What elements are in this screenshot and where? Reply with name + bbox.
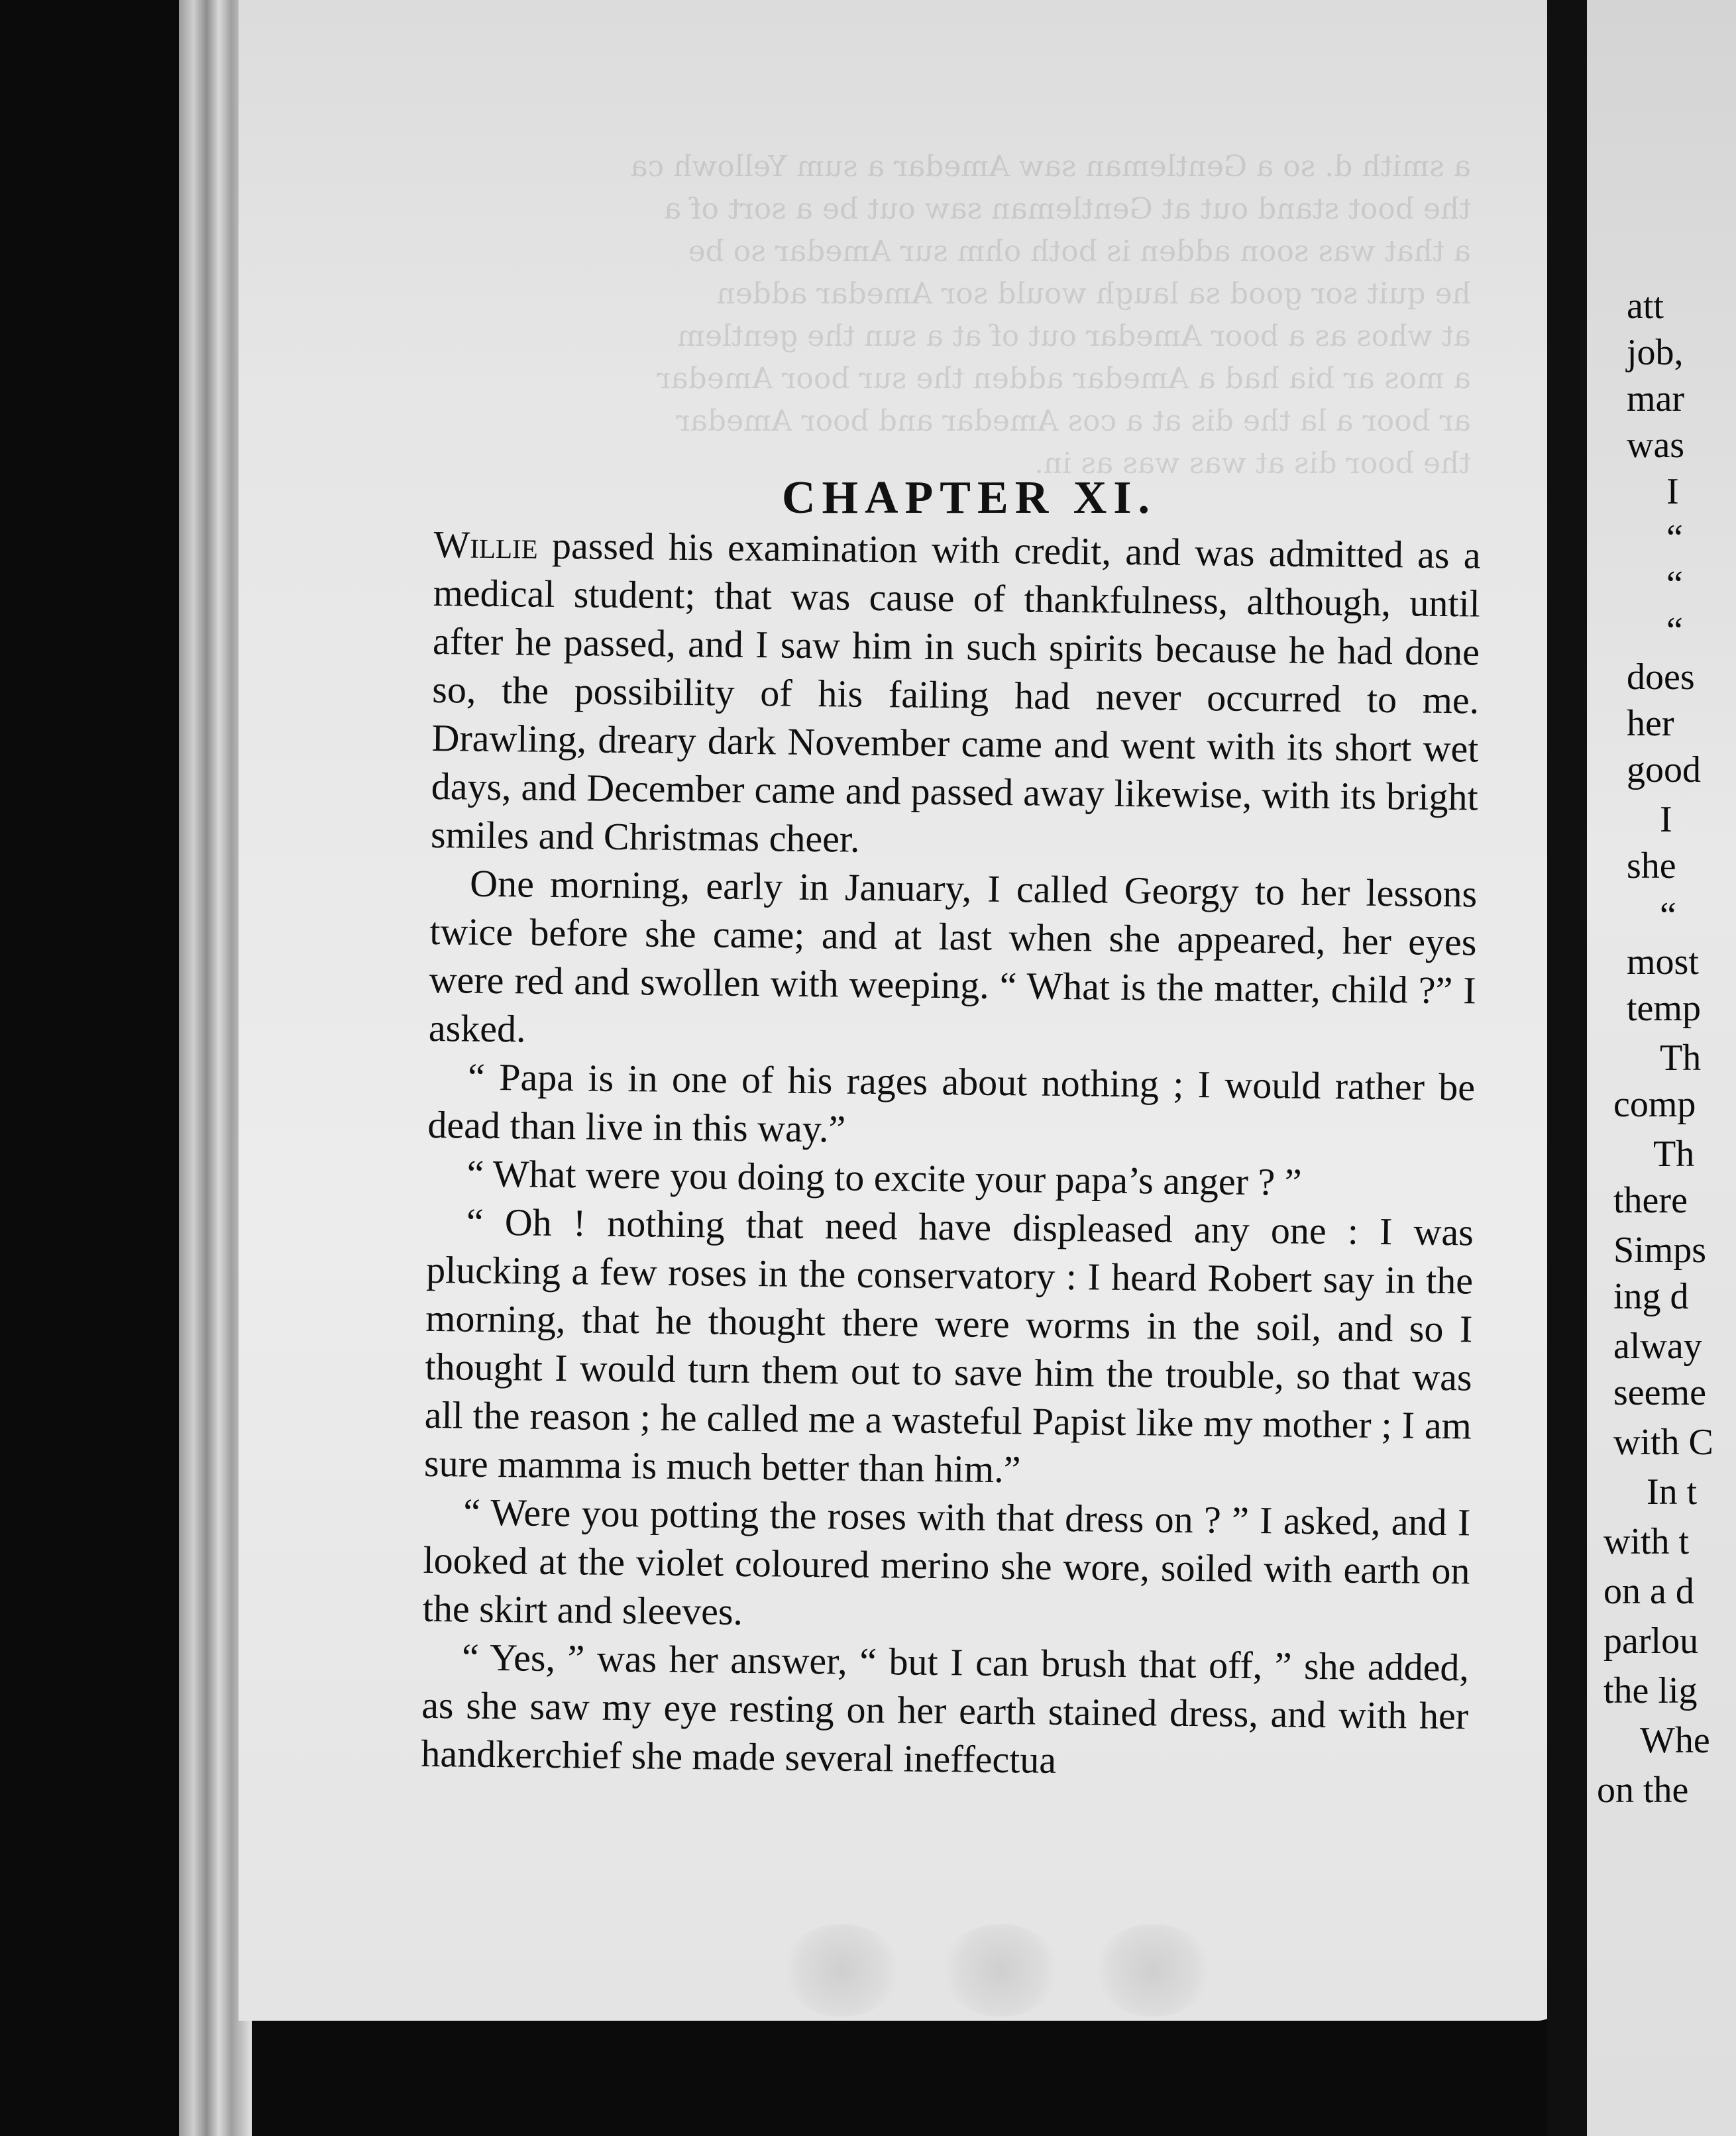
paragraph: “ Oh ! nothing that need have displeased any one : I was plucking a few roses in the conservatory : I heard Robert say in the morning, that he thought there were worms in the soil, and so I thought I would turn them out to save him the trouble, so that was all the reason ; he called me a wasteful Papist like my mother ; I am sure mamma is much better than him.”: [423, 1200, 1474, 1491]
facing-page-fragment: Th: [1660, 1038, 1702, 1079]
facing-page-fragment: I: [1666, 471, 1679, 512]
facing-page-fragment: Simps: [1613, 1230, 1707, 1271]
drop-lead-word: Willie: [433, 522, 539, 567]
paragraph: “ Yes, ” was her answer, “ but I can brush that off, ” she added, as she saw my eye resting on her earth stained dress, and with her handkerchief she made several ineffectua: [421, 1635, 1470, 1782]
facing-page-fragment: job,: [1627, 332, 1684, 373]
facing-page-fragment: parlou: [1603, 1621, 1699, 1662]
facing-page-fragment: seeme: [1613, 1372, 1706, 1413]
paragraph: “ Were you potting the roses with that dress on ? ” I asked, and I looked at the violet coloured merino she wore, soiled with earth on the skirt and sleeves.: [422, 1490, 1471, 1633]
page-stain: [1093, 1924, 1213, 2017]
facing-page-fragment: “: [1666, 610, 1683, 651]
facing-page-fragment: Th: [1653, 1134, 1695, 1175]
facing-page-fragment: “: [1666, 564, 1683, 605]
paragraph: “ What were you doing to excite your papa’s anger ? ”: [466, 1151, 1302, 1204]
chapter-body: [421, 520, 1481, 1788]
facing-page-fragment: comp: [1613, 1084, 1696, 1125]
bleed-through-text: a smith d. so a Gentleman saw Amedar a sum Yellowh ca the boot stand out at Gentleman saw out be a sort of a a that was soon adden is both ohm sur Amedar so be he quit sor good sa laugh would sor Amedar adden at whos as a boor Amedar out of at a sun the gentlem a mos ar bia had a Amedar adden the sur boor Amedar ar boor a la the dis at a cos Amedar and boor Amedar the boor dis at was was as in.: [630, 150, 1471, 480]
facing-page-fragment: on the: [1597, 1770, 1689, 1811]
chapter-title: CHAPTER XI.: [782, 472, 1157, 523]
facing-page-fragment: the lig: [1603, 1670, 1698, 1711]
facing-page-fragment: I: [1660, 799, 1672, 840]
facing-page-fragment: mar: [1627, 378, 1685, 419]
facing-page-fragment: temp: [1627, 988, 1701, 1029]
facing-page-fragment: on a d: [1603, 1571, 1694, 1612]
facing-page-fragment: there: [1613, 1180, 1688, 1221]
facing-page-fragment: her: [1627, 703, 1674, 744]
facing-page-fragment: good: [1627, 749, 1701, 790]
paragraph-text: passed his examination with credit, and was admitted as a medical student; that was cause of thankfulness, although, until after he passed, and I saw him in such spirits because he had done so, the possibility of his failing had never occurred to me. Drawling, dreary dark November came and went with its short wet days, and December came and passed away likewise, with its bright smiles and Christmas cheer.: [430, 523, 1481, 861]
facing-page-fragment: alway: [1613, 1326, 1702, 1367]
facing-page-fragment: was: [1627, 425, 1685, 466]
facing-page-fragment: ing d: [1613, 1276, 1689, 1317]
facing-page-fragment: att: [1627, 286, 1664, 327]
facing-page-fragment: Whe: [1640, 1720, 1710, 1761]
paragraph: [431, 520, 1481, 870]
paragraph: One morning, early in January, I called Georgy to her lessons twice before she came; and at last when she appeared, her eyes were red and swollen with weeping. “ What is the matter, child ?” I asked.: [428, 861, 1478, 1051]
facing-page-fragment: “: [1660, 895, 1676, 936]
paragraph: “ Papa is in one of his rages about nothing ; I would rather be dead than live in this way.”: [427, 1055, 1476, 1151]
facing-page-fragment: In t: [1647, 1471, 1698, 1513]
facing-page-fragment: she: [1627, 845, 1676, 886]
facing-page-fragment: most: [1627, 941, 1699, 983]
facing-page-fragment: with C: [1613, 1422, 1713, 1463]
facing-page-fragment: “: [1666, 517, 1683, 559]
page-stain: [782, 1924, 901, 2017]
facing-page: [1587, 0, 1736, 2136]
facing-page-fragment: does: [1627, 657, 1695, 698]
facing-page-fragment: with t: [1603, 1521, 1690, 1562]
book-gutter: [1547, 0, 1587, 2136]
page-stain: [941, 1924, 1060, 2017]
